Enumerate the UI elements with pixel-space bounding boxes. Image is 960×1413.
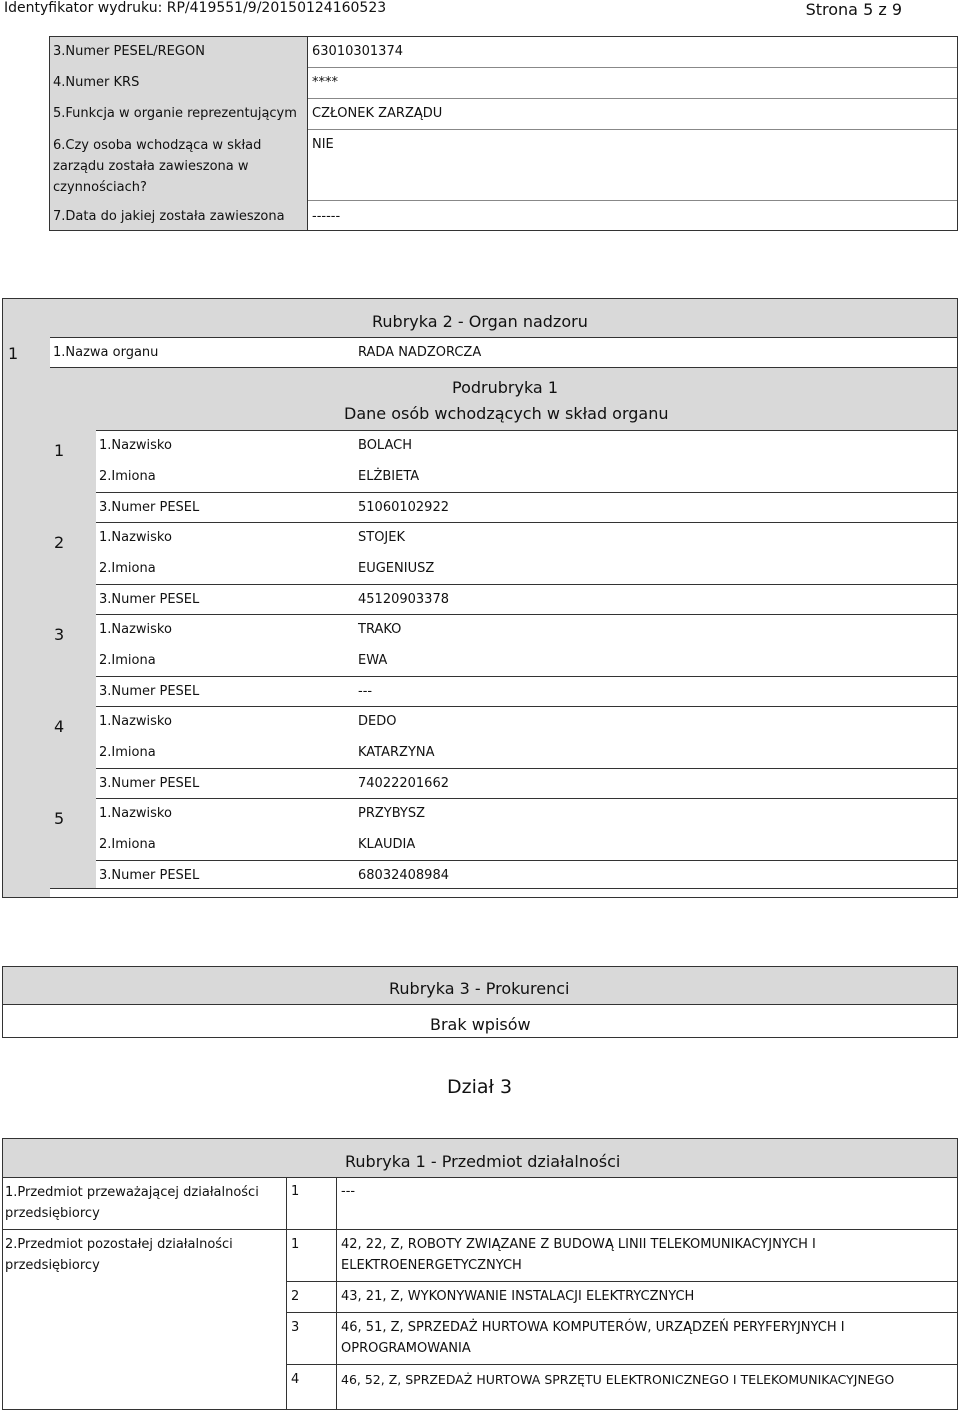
pesel-regon-label: 3.Numer PESEL/REGON bbox=[53, 44, 205, 59]
dzial3-rubryka1-title: Rubryka 1 - Przedmiot działalności bbox=[345, 1152, 621, 1171]
krs-label: 4.Numer KRS bbox=[53, 75, 140, 90]
names-label: 2.Imiona bbox=[99, 561, 156, 576]
function-label: 5.Funkcja w organie reprezentującym bbox=[53, 106, 297, 121]
names-value: EUGENIUSZ bbox=[358, 561, 435, 576]
activity-text: 46, 52, Z, SPRZEDAŻ HURTOWA SPRZĘTU ELEKTRONICZNEGO I TELEKOMUNIKACYJNEGO bbox=[341, 1372, 895, 1387]
main-activity-label: 1.Przedmiot przeważającej działalności przedsiębiorcy bbox=[5, 1185, 259, 1221]
top-table-label-column bbox=[50, 37, 307, 230]
main-activity-number: 1 bbox=[291, 1184, 300, 1199]
row-divider bbox=[308, 129, 957, 130]
suspended-label: 6.Czy osoba wchodząca w skład zarządu została zawieszona w czynnościach? bbox=[53, 138, 262, 195]
names-value: KLAUDIA bbox=[358, 837, 416, 852]
dzial3-title: Dział 3 bbox=[447, 1076, 513, 1098]
print-identifier: Identyfikator wydruku: RP/419551/9/20150124160523 bbox=[4, 0, 387, 16]
row-divider bbox=[96, 676, 957, 677]
activity-number: 3 bbox=[291, 1320, 300, 1335]
column-divider bbox=[286, 1178, 287, 1409]
names-label: 2.Imiona bbox=[99, 745, 156, 760]
rubryka3-empty: Brak wpisów bbox=[430, 1015, 531, 1034]
persons-bottom-strip bbox=[50, 888, 957, 897]
names-label: 2.Imiona bbox=[99, 837, 156, 852]
pesel-label: 3.Numer PESEL bbox=[99, 500, 200, 515]
person-divider bbox=[96, 614, 957, 615]
top-table-divider bbox=[307, 37, 308, 230]
row-divider bbox=[308, 67, 957, 68]
pesel-label: 3.Numer PESEL bbox=[99, 868, 200, 883]
names-value: EWA bbox=[358, 653, 388, 668]
organ-name-value: RADA NADZORCZA bbox=[358, 345, 482, 360]
other-activity-label: 2.Przedmiot pozostałej działalności przedsiębiorcy bbox=[5, 1237, 233, 1273]
pesel-value: 74022201662 bbox=[358, 776, 449, 791]
person-number: 2 bbox=[54, 533, 65, 552]
surname-value: TRAKO bbox=[358, 622, 402, 637]
suspended-value: NIE bbox=[312, 137, 334, 152]
suspension-date-value: ------ bbox=[312, 209, 341, 224]
row-divider bbox=[96, 584, 957, 585]
row-divider bbox=[308, 98, 957, 99]
person-number: 5 bbox=[54, 809, 65, 828]
column-divider bbox=[336, 1178, 337, 1409]
surname-label: 1.Nazwisko bbox=[99, 714, 172, 729]
podrubryka-title: Podrubryka 1 bbox=[452, 378, 558, 397]
names-label: 2.Imiona bbox=[99, 653, 156, 668]
surname-label: 1.Nazwisko bbox=[99, 806, 172, 821]
organ-name-label: 1.Nazwa organu bbox=[53, 345, 159, 360]
surname-value: PRZYBYSZ bbox=[358, 806, 426, 821]
activity-text: 42, 22, Z, ROBOTY ZWIĄZANE Z BUDOWĄ LINII TELEKOMUNIKACYJNYCH I ELEKTROENERGETYCZNYCH bbox=[341, 1237, 816, 1273]
rubryka2-title: Rubryka 2 - Organ nadzoru bbox=[372, 312, 588, 331]
rubryka3-title: Rubryka 3 - Prokurenci bbox=[389, 979, 570, 998]
rubryka2-entry-number: 1 bbox=[8, 344, 19, 363]
surname-label: 1.Nazwisko bbox=[99, 530, 172, 545]
page-number: Strona 5 z 9 bbox=[805, 0, 902, 19]
main-activity-value: --- bbox=[341, 1184, 356, 1199]
suspension-date-label: 7.Data do jakiej została zawieszona bbox=[53, 209, 285, 224]
pesel-regon-value: 63010301374 bbox=[312, 44, 403, 59]
activity-number: 1 bbox=[291, 1237, 300, 1252]
pesel-value: 45120903378 bbox=[358, 592, 449, 607]
surname-label: 1.Nazwisko bbox=[99, 438, 172, 453]
names-value: KATARZYNA bbox=[358, 745, 435, 760]
activity-text: 43, 21, Z, WYKONYWANIE INSTALACJI ELEKTRYCZNYCH bbox=[341, 1289, 695, 1304]
person-divider bbox=[96, 798, 957, 799]
pesel-value: --- bbox=[358, 684, 373, 699]
activity-number: 2 bbox=[291, 1289, 300, 1304]
surname-value: BOLACH bbox=[358, 438, 412, 453]
names-value: ELŻBIETA bbox=[358, 469, 420, 484]
names-label: 2.Imiona bbox=[99, 469, 156, 484]
krs-value: **** bbox=[312, 75, 338, 90]
row-divider bbox=[287, 1312, 957, 1313]
person-number: 4 bbox=[54, 717, 65, 736]
person-number: 3 bbox=[54, 625, 65, 644]
pesel-label: 3.Numer PESEL bbox=[99, 776, 200, 791]
row-divider bbox=[308, 200, 957, 201]
pesel-label: 3.Numer PESEL bbox=[99, 592, 200, 607]
surname-value: STOJEK bbox=[358, 530, 405, 545]
row-divider bbox=[96, 860, 957, 861]
pesel-label: 3.Numer PESEL bbox=[99, 684, 200, 699]
activity-text: 46, 51, Z, SPRZEDAŻ HURTOWA KOMPUTERÓW, URZĄDZEŃ PERYFERYJNYCH I OPROGRAMOWANIA bbox=[341, 1320, 845, 1356]
person-divider bbox=[96, 522, 957, 523]
person-number: 1 bbox=[54, 441, 65, 460]
row-divider bbox=[287, 1364, 957, 1365]
surname-label: 1.Nazwisko bbox=[99, 622, 172, 637]
person-divider bbox=[96, 706, 957, 707]
row-divider bbox=[96, 768, 957, 769]
activity-number: 4 bbox=[291, 1372, 300, 1387]
surname-value: DEDO bbox=[358, 714, 397, 729]
organ-name-row bbox=[50, 337, 957, 367]
row-divider bbox=[3, 1229, 957, 1230]
podrubryka-subtitle: Dane osób wchodzących w skład organu bbox=[344, 404, 669, 423]
persons-area bbox=[96, 430, 957, 890]
row-divider bbox=[287, 1281, 957, 1282]
function-value: CZŁONEK ZARZĄDU bbox=[312, 106, 443, 121]
row-divider bbox=[96, 492, 957, 493]
pesel-value: 68032408984 bbox=[358, 868, 449, 883]
pesel-value: 51060102922 bbox=[358, 500, 449, 515]
